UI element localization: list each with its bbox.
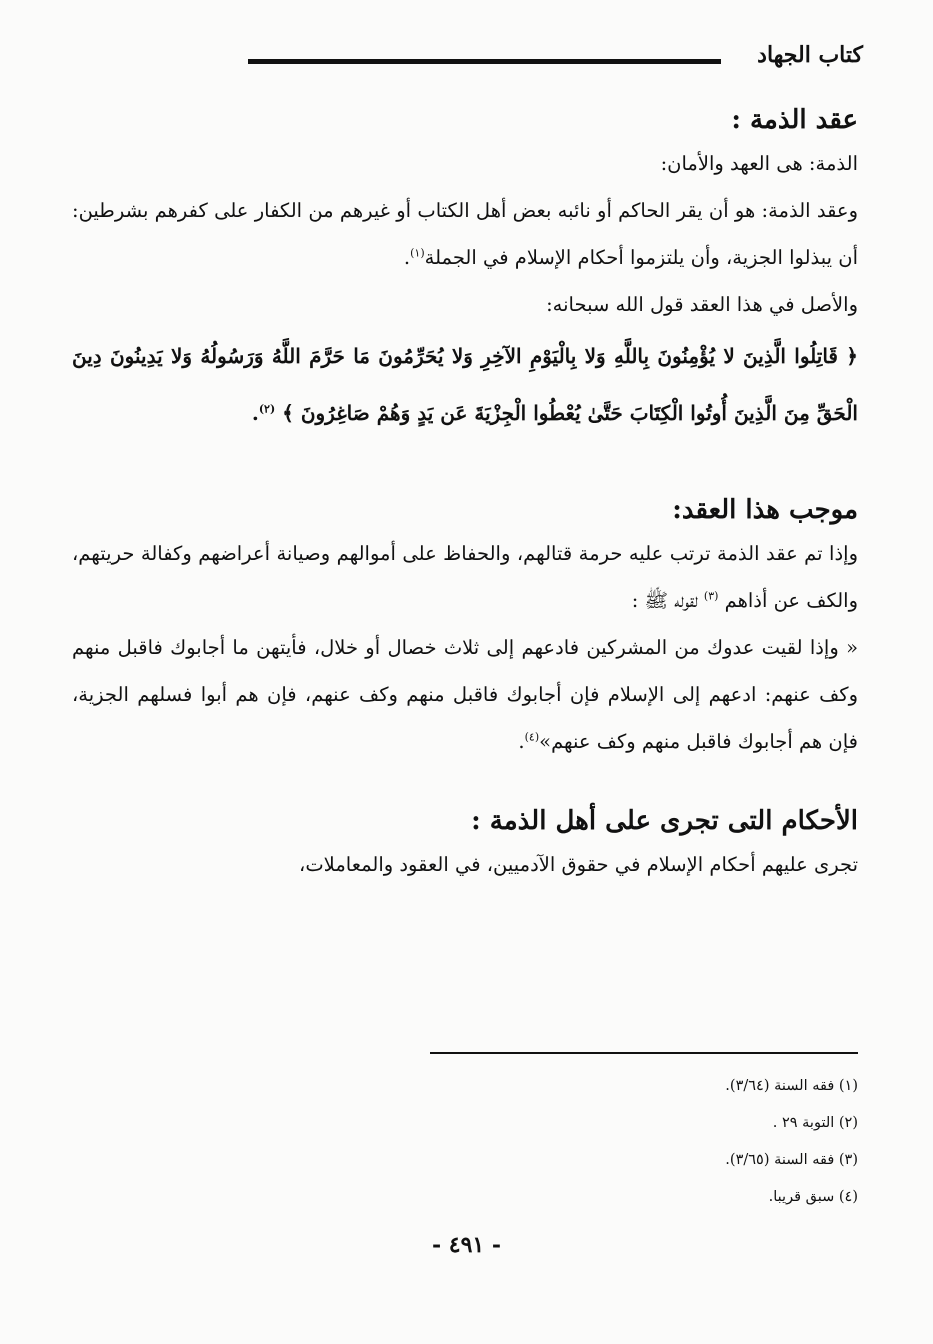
footnotes (358, 1068, 858, 1216)
footnote-ref-2: (٢) (258, 402, 276, 416)
rulings-paragraph: تجرى عليهم أحكام الإسلام في حقوق الآدميين، في العقود والمعاملات، (299, 853, 858, 876)
contract-definition-text: وعقد الذمة: هو أن يقر الحاكم أو نائبه بعض أهل الكتاب أو غيرهم من الكفار على كفرهم بشرطين: أن يبذلوا الجزية، وأن يلتزموا أحكام الإسلام في الجملة (72, 199, 858, 269)
definition-line: الذمة: هى العهد والأمان: (660, 152, 858, 175)
obligation-text: وإذا تم عقد الذمة ترتب عليه حرمة قتالهم، والحفاظ على أموالهم وصيانة أعراضهم وكفالة حريتهم، والكف عن أذاهم (72, 542, 858, 612)
footnote-separator (430, 1052, 858, 1054)
footnote-3: (٣) فقه السنة (٣/٦٥). (725, 1152, 858, 1168)
section-spacer (72, 765, 858, 801)
sentence-end: . (403, 246, 411, 269)
section-heading-rulings: الأحكام التى تجرى على أهل الذمة : (471, 806, 858, 836)
quran-verse-text: ﴿ قَاتِلُوا الَّذِينَ لا يُؤْمِنُونَ بِاللَّهِ وَلا بِالْيَوْمِ الآخِرِ وَلا يُحَرِّمُونَ مَا حَرَّمَ اللَّهُ وَرَسُولُهُ وَلا يَدِينُونَ دِينَ الْحَقِّ مِنَ الَّذِينَ أُوتُوا الْكِتَابَ حَتَّىٰ يُعْطُوا الْجِزْيَةَ عَن يَدٍ وَهُمْ صَاغِرُونَ ﴾ (72, 344, 858, 425)
header-rule (248, 59, 721, 64)
footnote-2: (٢) التوبة ٢٩ . (772, 1115, 858, 1131)
quran-verse (72, 328, 858, 442)
header-title: كتاب الجهاد (757, 42, 863, 68)
footnote-1: (١) فقه السنة (٣/٦٤). (725, 1078, 858, 1094)
footnote-ref-4: (٤) (524, 730, 540, 744)
footnote-ref-1: (١) (410, 246, 425, 260)
section-heading-contract-obligation: موجب هذا العقد: (672, 495, 858, 525)
running-header (240, 40, 863, 80)
page-number: - ٤٩١ - (431, 1232, 502, 1258)
footnote-4: (٤) سبق قريبا. (768, 1189, 858, 1205)
origin-line: والأصل في هذا العقد قول الله سبحانه: (546, 293, 858, 316)
obligation-text-end: لقوله ﷺ : (631, 589, 704, 612)
main-text (72, 100, 858, 888)
obligation-paragraph (72, 530, 858, 624)
footnote-ref-3: (٣) (703, 589, 719, 603)
section-spacer (72, 442, 858, 490)
hadith-quote (72, 624, 858, 765)
hadith-text: « وإذا لقيت عدوك من المشركين فادعهم إلى ثلاث خصال أو خلال، فأيتهن ما أجابوك فاقبل منهم وكف عنهم: ادعهم إلى الإسلام فإن أجابوك فاقبل منهم وكف عنهم، فإن هم أبوا فسلهم الجزية، فإن هم أجابوك فاقبل منهم وكف عنهم» (72, 636, 858, 753)
contract-definition-paragraph (72, 187, 858, 281)
sentence-end: . (251, 401, 259, 425)
sentence-end: . (518, 730, 525, 753)
section-heading-dhimma-contract: عقد الذمة : (731, 105, 858, 135)
